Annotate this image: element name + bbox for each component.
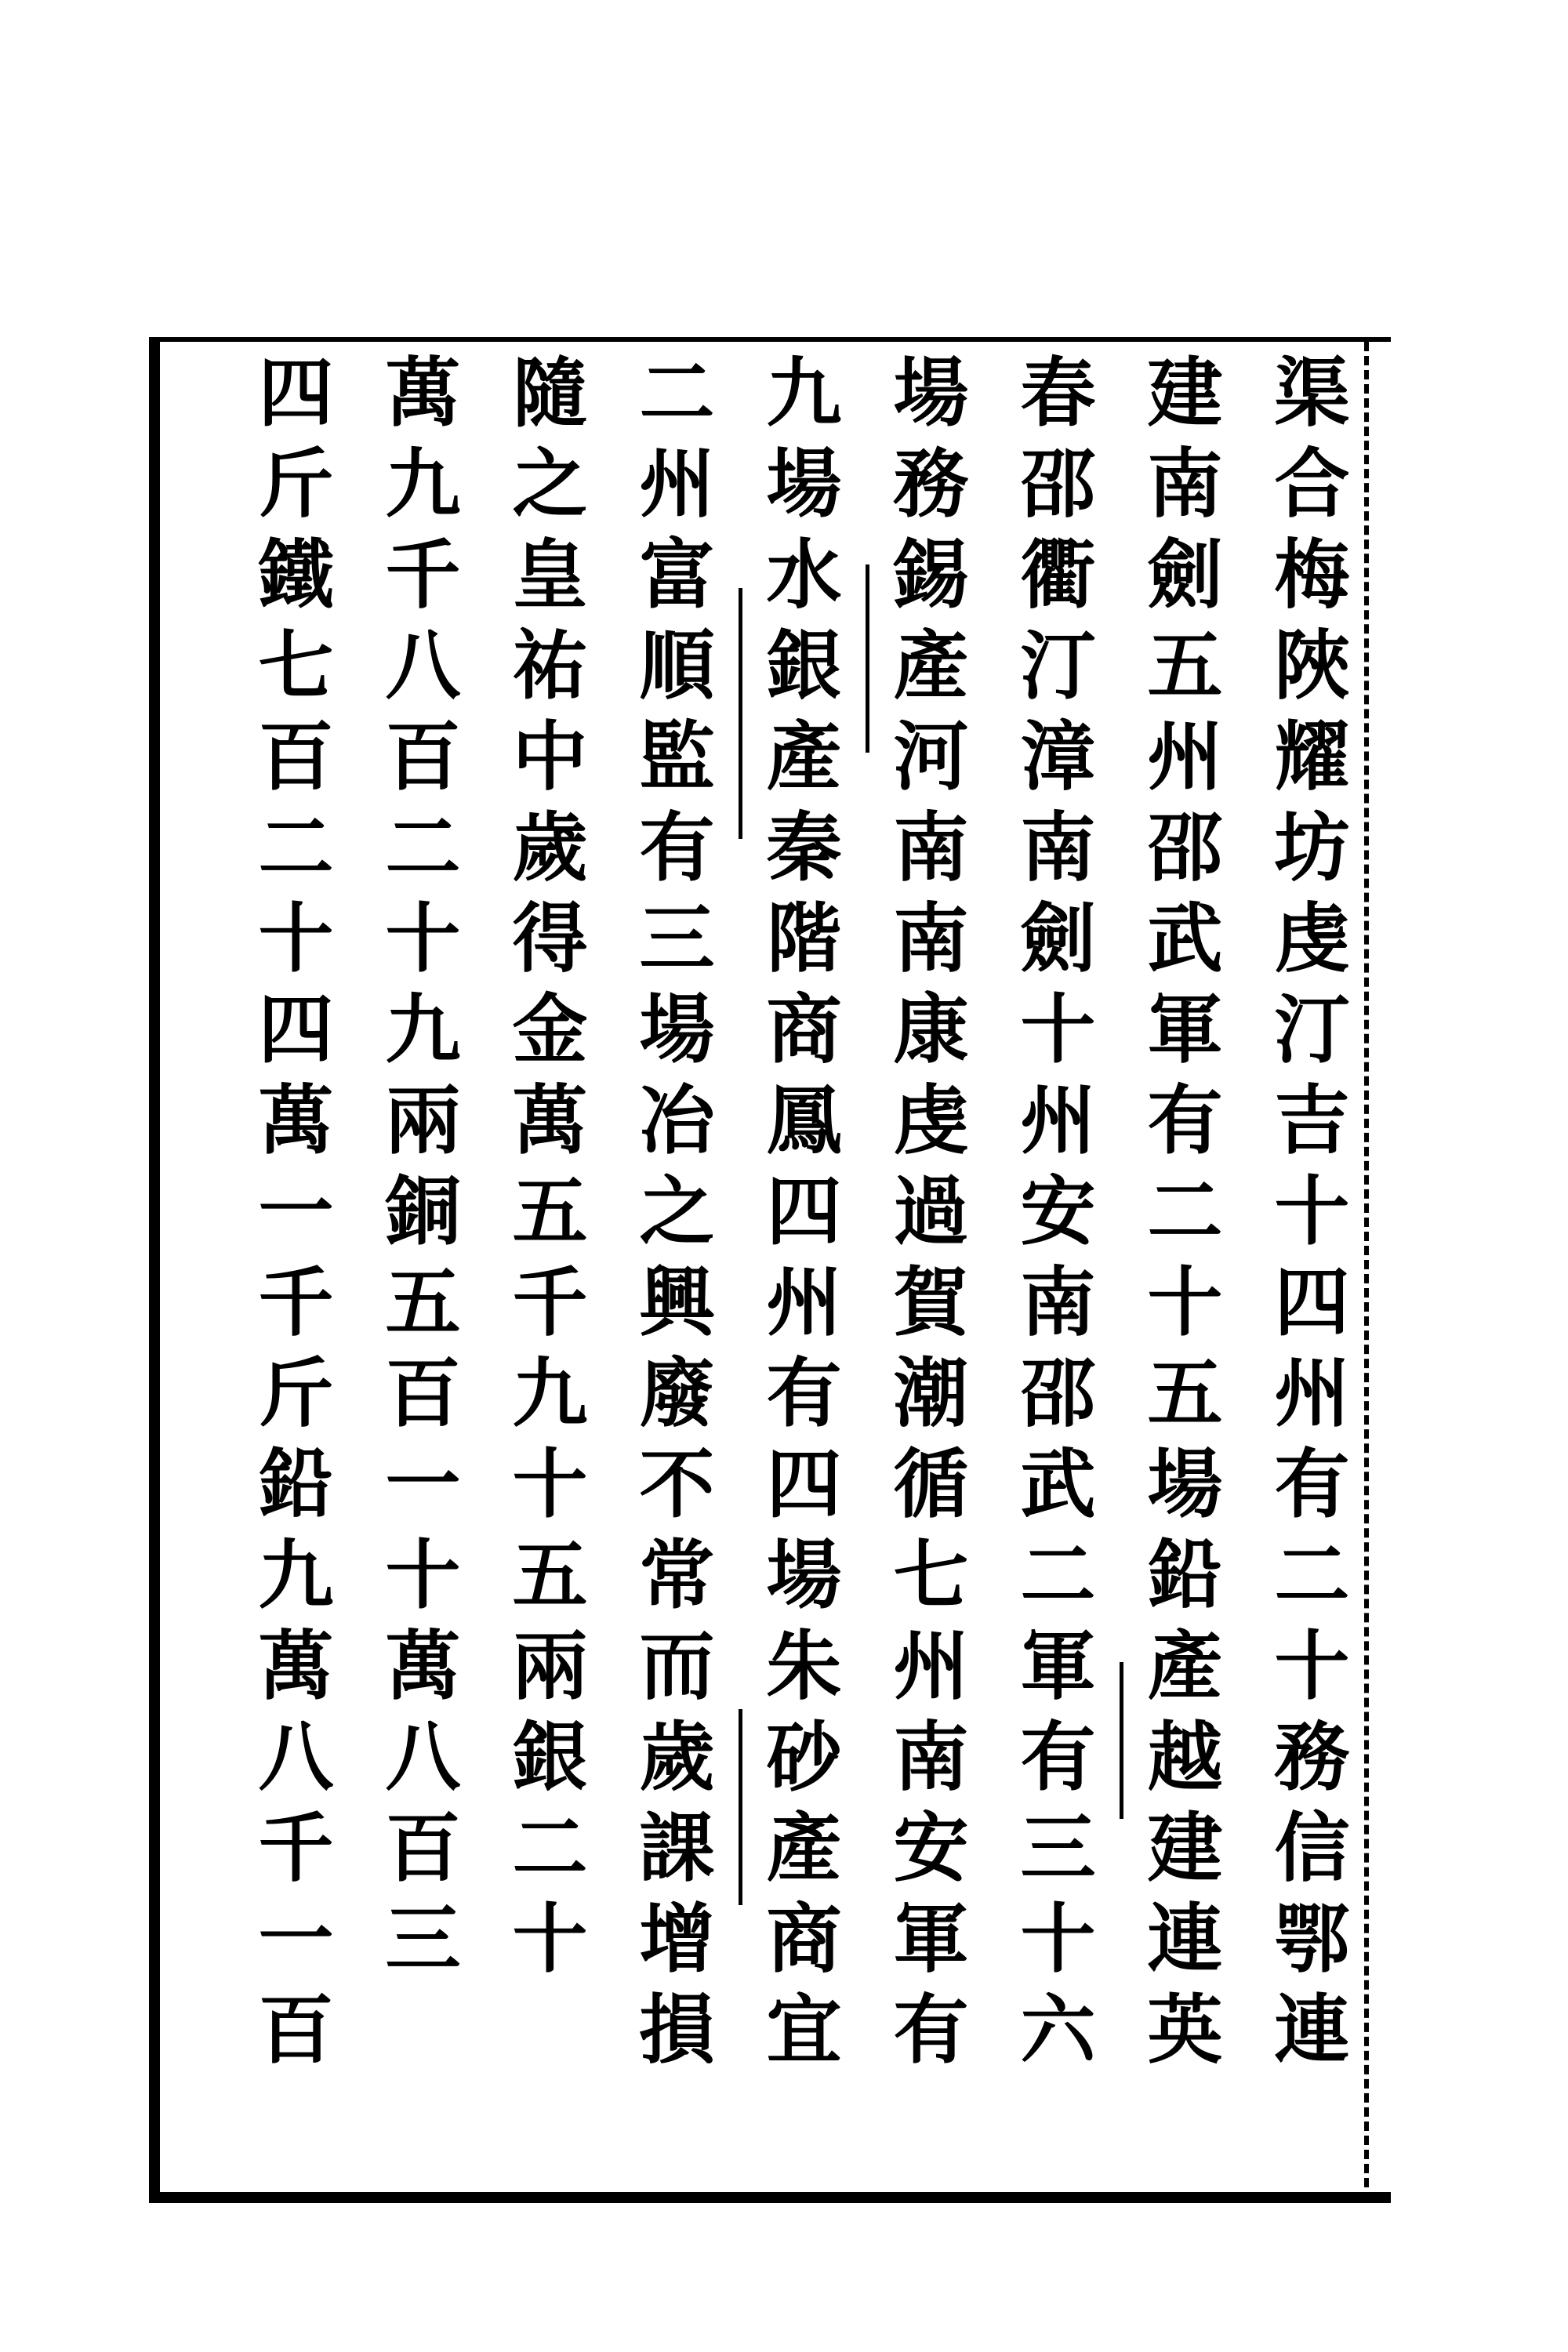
text-column-4 — [864, 353, 991, 2172]
column-text: 春邵衢汀漳南劍十州安南邵武二軍有三十六 — [1008, 353, 1097, 2081]
text-column-5 — [737, 353, 864, 2172]
proper-noun-mark — [866, 564, 869, 753]
column-text: 四斤鐵七百二十四萬一千斤鉛九萬八千一百 — [246, 353, 335, 2081]
column-text: 萬九千八百二十九兩銅五百一十萬八百三 — [373, 353, 462, 1990]
column-text: 渠合梅陜耀坊虔汀吉十四州有二十務信鄂連 — [1262, 353, 1351, 2081]
text-column-9 — [229, 353, 356, 2172]
text-column-8 — [356, 353, 483, 2172]
column-text: 場務錫產河南南康虔過賀潮循七州南安軍有 — [881, 353, 970, 2081]
column-text: 九場水銀產秦階商鳳四州有四場朱砂產商宜 — [754, 353, 843, 2081]
text-column-2 — [1118, 353, 1245, 2172]
proper-noun-mark — [739, 588, 742, 839]
proper-noun-mark — [739, 1709, 742, 1905]
text-column-6 — [610, 353, 737, 2172]
text-column-3 — [991, 353, 1118, 2172]
text-column-7 — [483, 353, 610, 2172]
column-text: 建南劍五州邵武軍有二十五場鉛產越建連英 — [1135, 353, 1224, 2081]
column-text: 隨之皇祐中歲得金萬五千九十五兩銀二十 — [500, 353, 589, 1990]
text-column-1 — [1245, 353, 1372, 2172]
column-text: 二州富順監有三場冶之興廢不常而歲課增損 — [627, 353, 716, 2081]
text-block — [165, 353, 1372, 2172]
proper-noun-mark — [1120, 1662, 1123, 1819]
